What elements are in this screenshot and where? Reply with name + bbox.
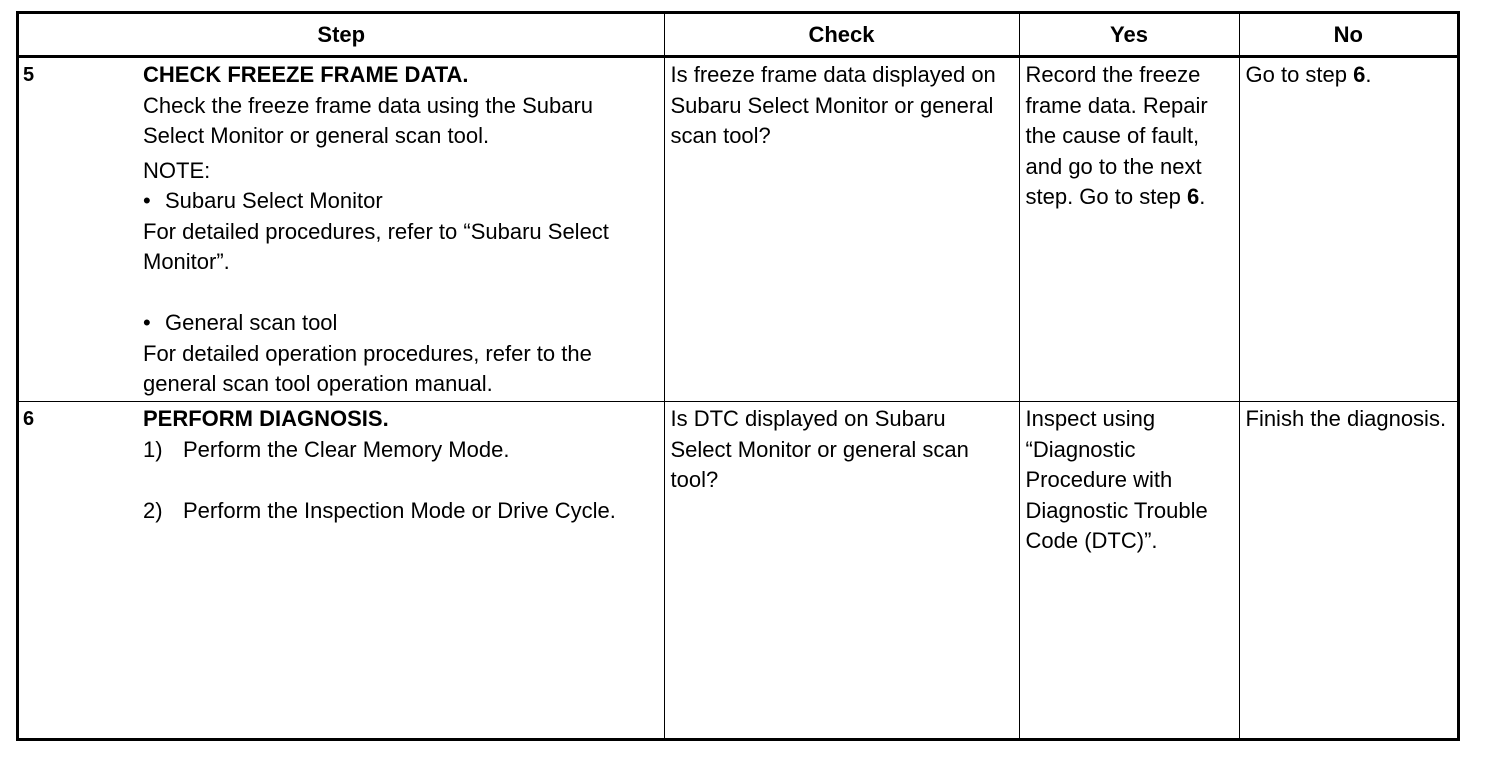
note-bullet-item: • General scan tool bbox=[143, 308, 658, 339]
check-cell-6: Is DTC displayed on Subaru Select Monitor or general scan tool? bbox=[664, 402, 1019, 739]
no-cell-6: Finish the diagnosis. bbox=[1239, 402, 1457, 739]
bullet-icon: • bbox=[143, 310, 151, 335]
header-no: No bbox=[1239, 14, 1457, 57]
diagnostic-steps-table bbox=[19, 14, 1457, 738]
table-row-step-5 bbox=[19, 57, 1457, 402]
no-cell-5: Go to step 6. bbox=[1239, 57, 1457, 402]
header-step: Step bbox=[19, 14, 664, 57]
check-cell-5: Is freeze frame data displayed on Subaru Select Monitor or general scan tool? bbox=[664, 57, 1019, 402]
step-description: Check the freeze frame data using the Subaru Select Monitor or general scan tool. bbox=[143, 92, 594, 148]
no-step-ref: 6 bbox=[1353, 62, 1366, 87]
note-label: NOTE: bbox=[143, 157, 211, 183]
yes-cell-6: Inspect using “Diagnostic Procedure with Diagnostic Trouble Code (DTC)”. bbox=[1019, 402, 1239, 739]
note-bullet-item: • Subaru Select Monitor bbox=[143, 186, 658, 217]
step-cell-5 bbox=[19, 57, 664, 402]
step-number: 6 bbox=[23, 408, 35, 430]
bullet-icon: • bbox=[143, 188, 151, 213]
yes-step-ref: 6 bbox=[1186, 184, 1200, 209]
yes-cell-5: Record the freeze frame data. Repair the cause of fault, and go to the next step. Go to step 6. bbox=[1019, 57, 1239, 402]
step-title: CHECK FREEZE FRAME DATA. bbox=[143, 62, 469, 87]
note-bullet-text: For detailed procedures, refer to “Subaru Select Monitor”. bbox=[143, 218, 609, 274]
note-bullet-text: For detailed operation procedures, refer to the general scan tool operation manual. bbox=[143, 340, 592, 396]
step-title: PERFORM DIAGNOSIS. bbox=[143, 406, 389, 431]
numbered-item: 1) Perform the Clear Memory Mode. bbox=[143, 436, 510, 462]
table-row-step-6 bbox=[19, 402, 1457, 739]
step-cell-6 bbox=[19, 402, 664, 739]
header-yes: Yes bbox=[1019, 14, 1239, 57]
step-number: 5 bbox=[23, 64, 35, 86]
table-header-row bbox=[19, 14, 1457, 57]
numbered-item: 2) Perform the Inspection Mode or Drive Cycle. bbox=[143, 497, 616, 523]
header-check: Check bbox=[664, 14, 1019, 57]
diagnostic-table bbox=[16, 11, 1460, 741]
